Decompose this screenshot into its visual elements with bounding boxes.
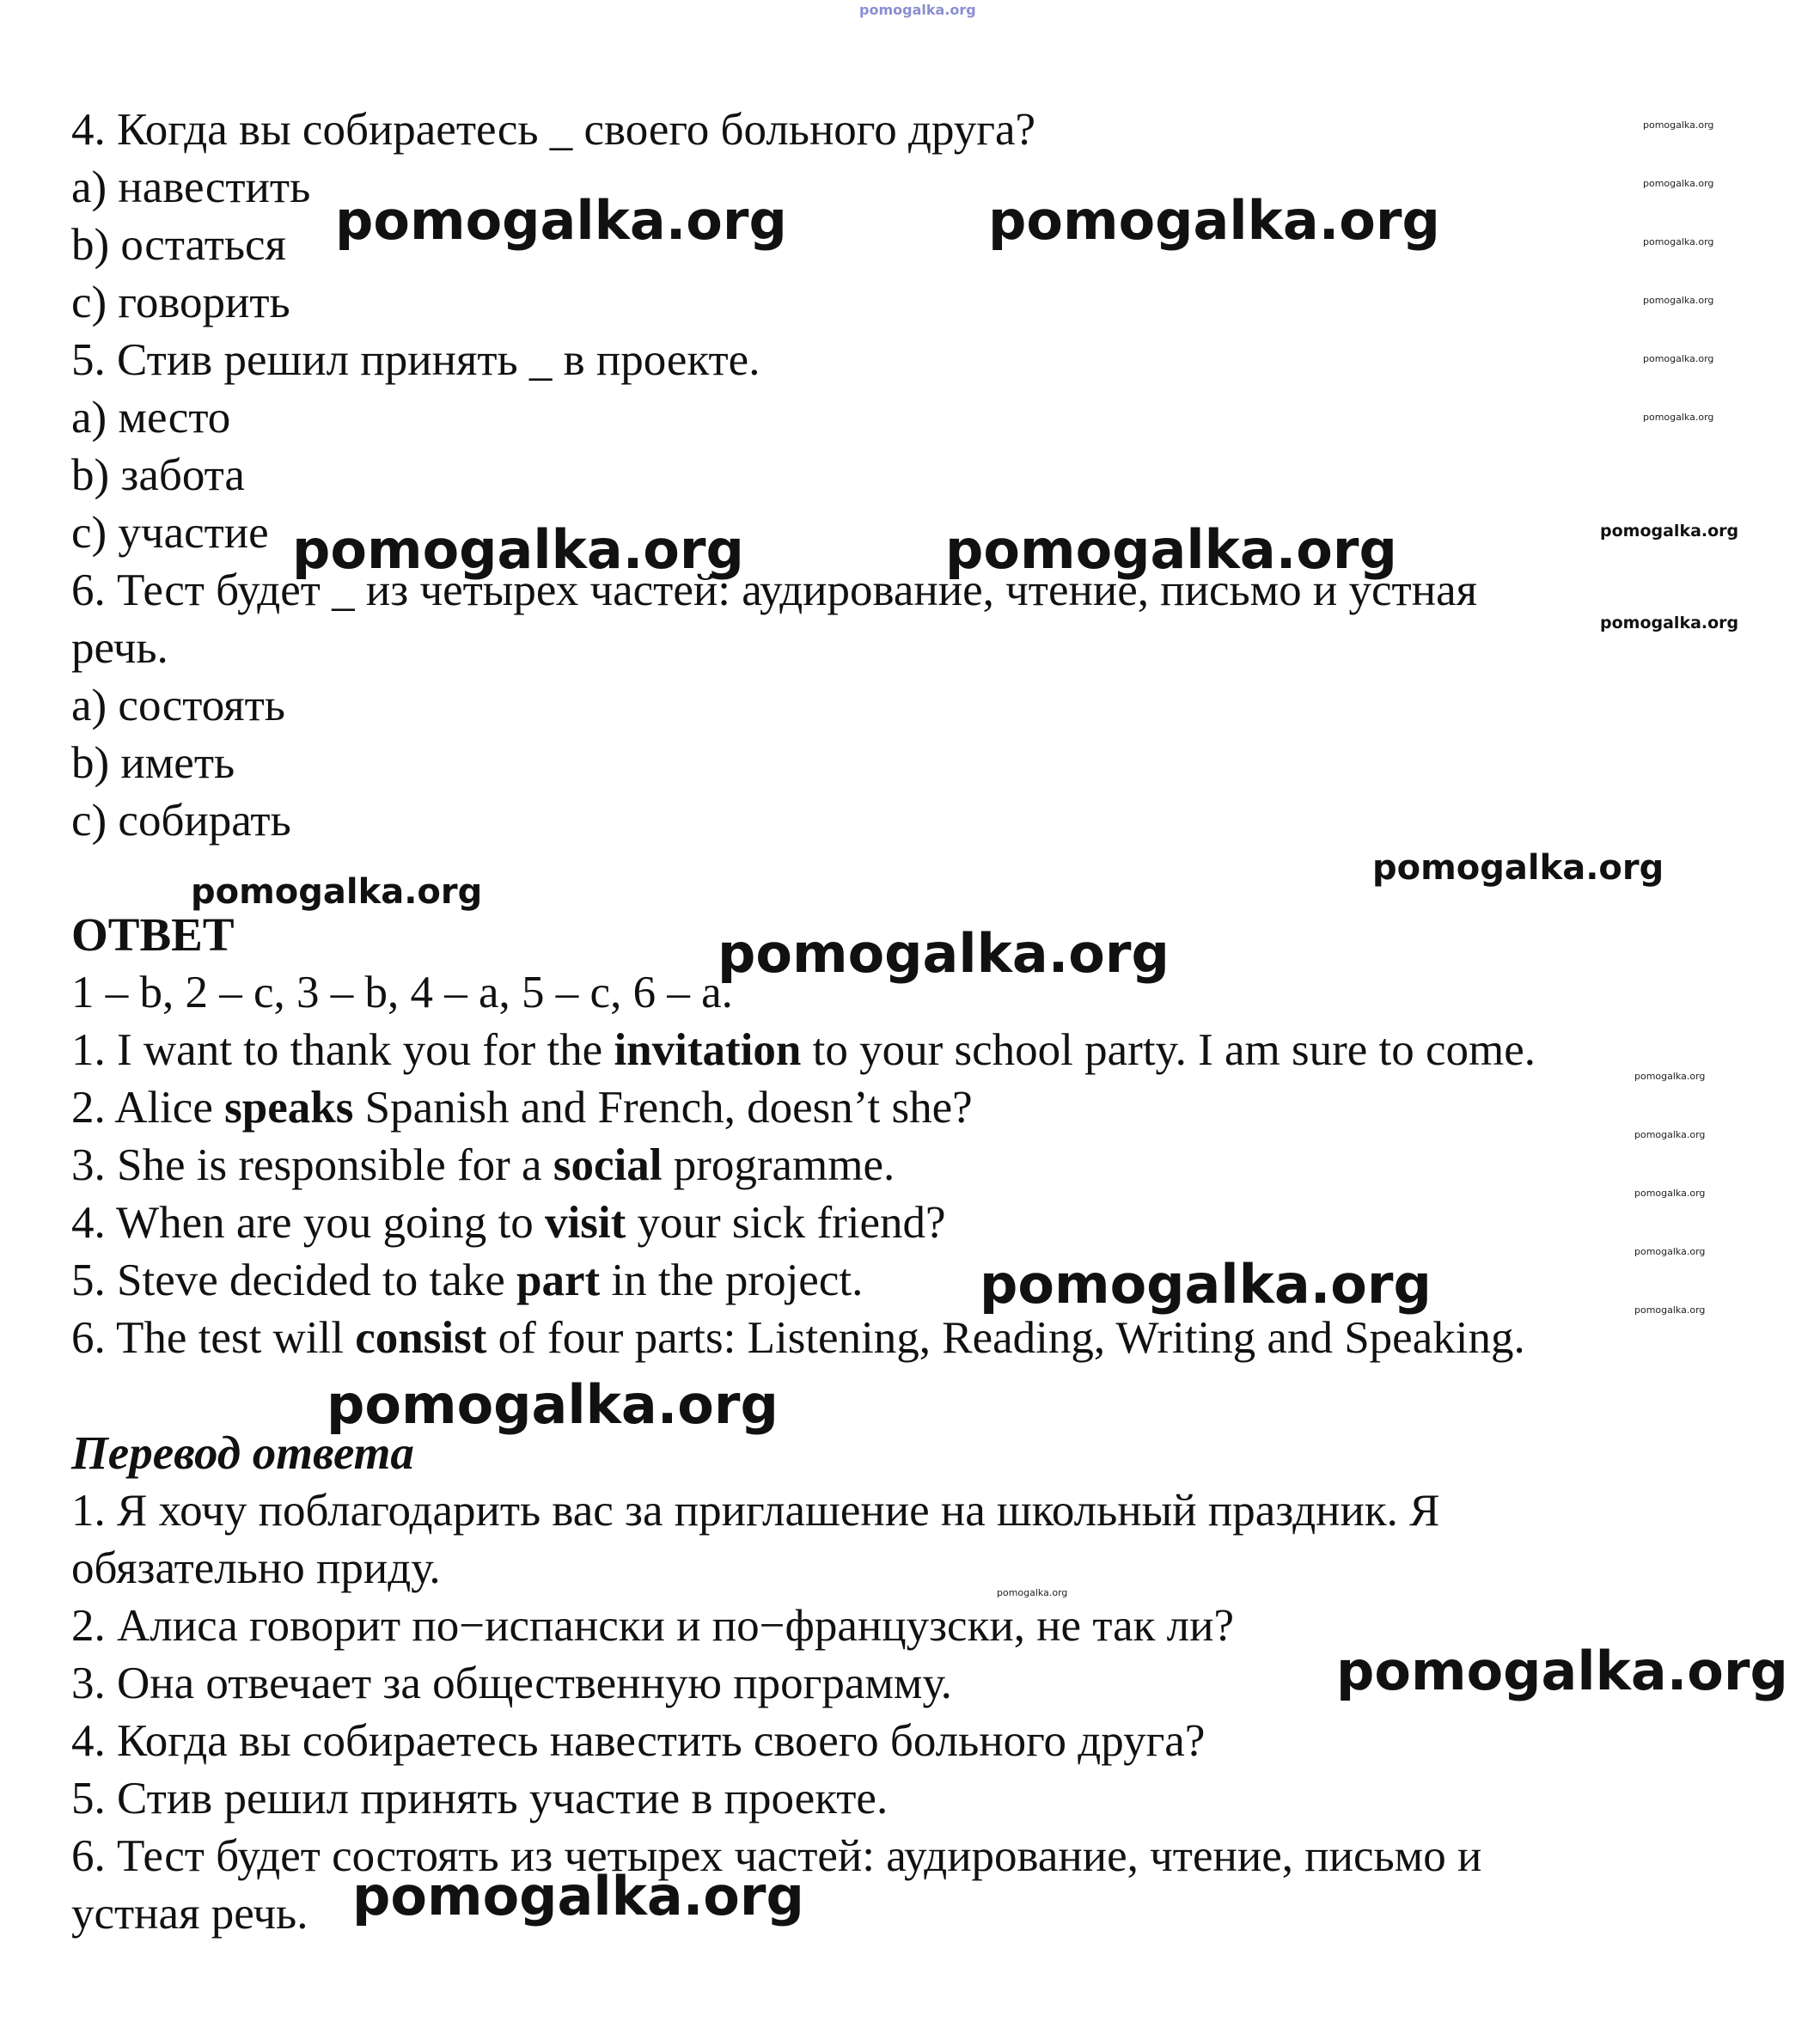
translation-3: 3. Она отвечает за общественную программу. [71,1658,952,1708]
question-5-option-b: b) забота [71,450,245,500]
watermark-tiny: pomogalka.org [1634,1304,1706,1316]
translation-2: 2. Алиса говорит по−испански и по−французски, не так ли? [71,1601,1235,1651]
translation-1-line-1: 1. Я хочу поблагодарить вас за приглашение на школьный праздник. Я [71,1486,1440,1536]
question-4: 4. Когда вы собираетесь _ своего больного друга? [71,105,1036,155]
question-4-option-c: c) говорить [71,278,290,327]
watermark-medium: pomogalka.org [1372,848,1664,888]
answer-sentence-2: 2. Alice speaks Spanish and French, doesn’t she? [71,1083,973,1133]
translation-5: 5. Стив решил принять участие в проекте. [71,1774,889,1823]
translation-heading: Перевод ответа [71,1426,414,1479]
question-6-line-1: 6. Тест будет _ из четырех частей: аудирование, чтение, письмо и устная [71,565,1477,615]
answer-heading: ОТВЕТ [71,908,235,961]
watermark-large: pomogalka.org [945,518,1397,581]
watermark-tiny: pomogalka.org [1643,353,1714,364]
translation-6-line-2: устная речь. [71,1889,308,1939]
watermark-tiny: pomogalka.org [1643,119,1714,131]
top-watermark: pomogalka.org [859,2,976,18]
watermark-large: pomogalka.org [1336,1640,1788,1702]
watermark-tiny: pomogalka.org [1643,412,1714,423]
translation-4: 4. Когда вы собираетесь навестить своего больного друга? [71,1716,1206,1766]
answer-sentence-5: 5. Steve decided to take part in the project. [71,1255,864,1305]
translation-1-line-2: обязательно приду. [71,1543,441,1593]
watermark-tiny: pomogalka.org [1643,178,1714,189]
translation-6-line-1: 6. Тест будет состоять из четырех частей: аудирование, чтение, письмо и [71,1831,1482,1881]
question-5-option-a: a) место [71,393,231,443]
question-6-option-a: a) состоять [71,681,285,730]
watermark-tiny: pomogalka.org [1634,1188,1706,1199]
answer-sentence-3: 3. She is responsible for a social programme. [71,1140,895,1190]
watermark-tiny: pomogalka.org [1643,236,1714,247]
watermark-tiny: pomogalka.org [1634,1246,1706,1257]
watermark-large: pomogalka.org [980,1253,1432,1316]
watermark-small: pomogalka.org [1600,522,1739,541]
watermark-medium: pomogalka.org [191,872,483,912]
question-4-option-b: b) остаться [71,220,286,270]
question-5-option-c: c) участие [71,508,269,558]
question-6-line-2: речь. [71,623,168,673]
watermark-tiny: pomogalka.org [997,1587,1068,1598]
watermark-large: pomogalka.org [292,518,744,581]
question-5: 5. Стив решил принять _ в проекте. [71,335,760,385]
watermark-large: pomogalka.org [988,189,1440,252]
watermark-large: pomogalka.org [335,189,787,252]
watermark-small: pomogalka.org [1600,614,1739,632]
answer-sentence-6: 6. The test will consist of four parts: Listening, Reading, Writing and Speaking. [71,1313,1525,1363]
watermark-large: pomogalka.org [718,922,1170,985]
answer-sentence-4: 4. When are you going to visit your sick friend? [71,1198,946,1248]
watermark-tiny: pomogalka.org [1634,1129,1706,1140]
question-6-option-c: c) собирать [71,796,291,846]
watermark-tiny: pomogalka.org [1634,1071,1706,1082]
watermark-large: pomogalka.org [327,1373,779,1436]
question-6-option-b: b) иметь [71,738,235,788]
answer-key: 1 – b, 2 – c, 3 – b, 4 – a, 5 – c, 6 – a. [71,968,733,1017]
watermark-tiny: pomogalka.org [1643,295,1714,306]
question-4-option-a: a) навестить [71,162,311,212]
answer-sentence-1: 1. I want to thank you for the invitation to your school party. I am sure to come. [71,1025,1536,1075]
watermark-large: pomogalka.org [352,1865,804,1927]
